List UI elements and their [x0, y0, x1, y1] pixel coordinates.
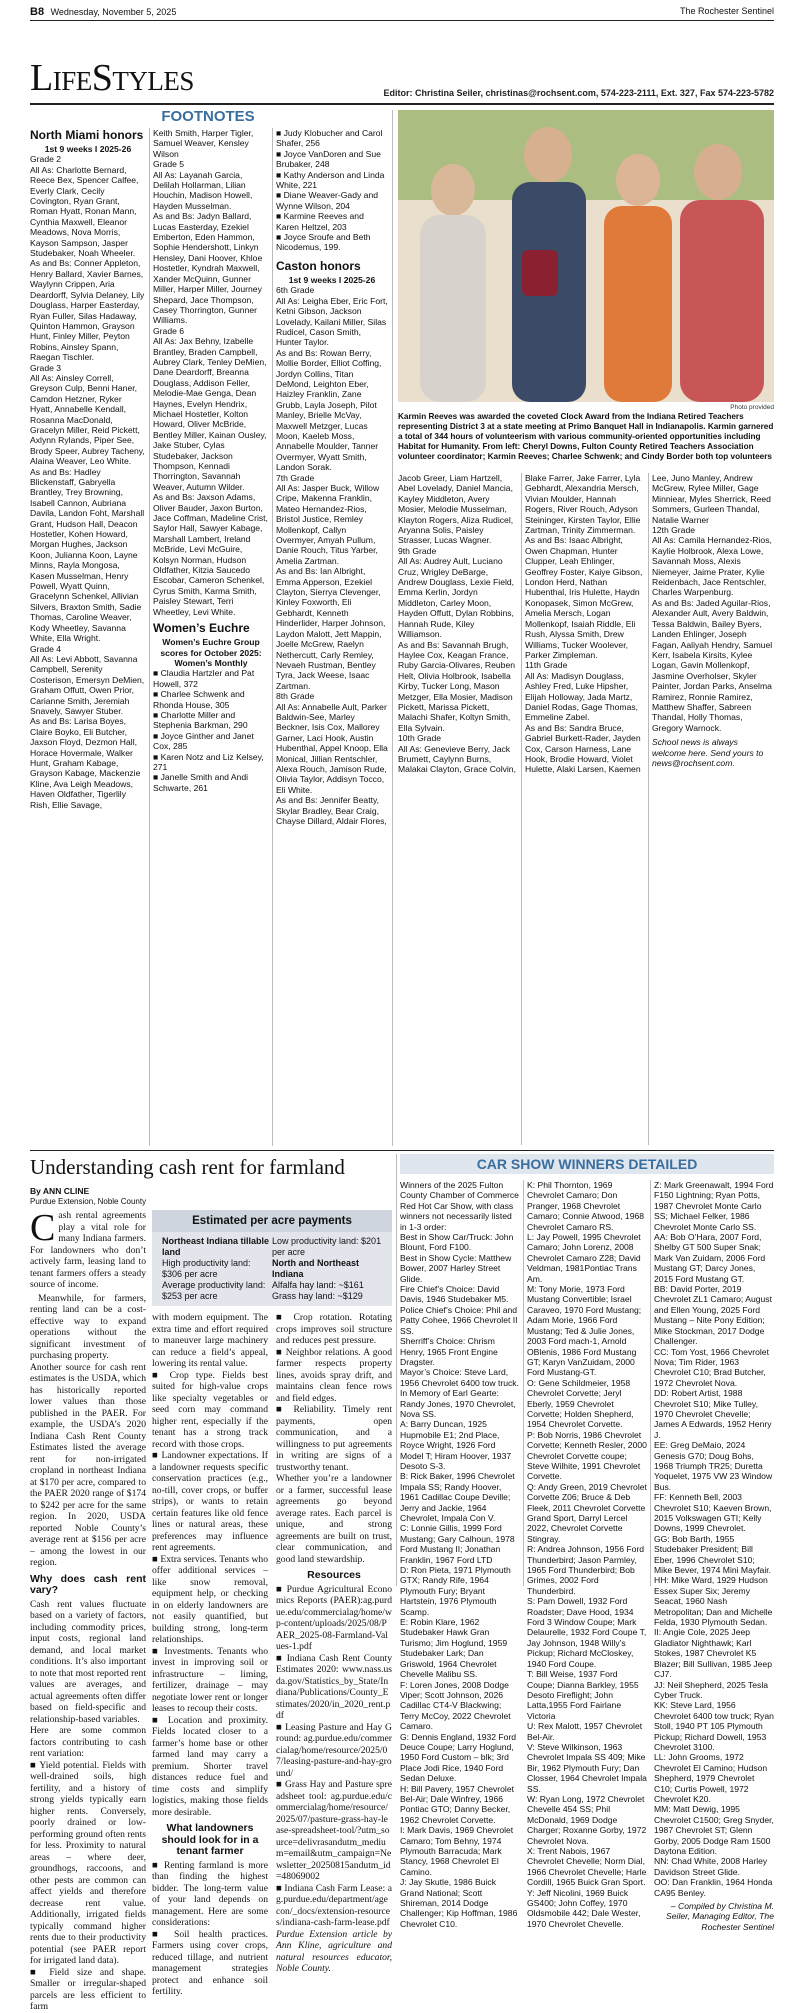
payments-item: Low productivity land: $201 per acre: [272, 1236, 382, 1257]
farmland-what-heading: What landowners should look for in a tenant farmer: [161, 1822, 259, 1857]
carshow-text-3: Z: Mark Greenawalt, 1994 Ford F150 Lightning; Ryan Potts, 1987 Chevrolet Monte Carlo SS; Michael Felker, 1986 Chevrolet Monte Carlo SS. AA: Bob O’Hara, 2007 Ford, Shelby GT 500 Super Snak; Mark Van Zuidam, 2006 Ford Mustang GT; Darcy Jones, 2015 Ford Mustang GT. BB: David Porter, 2019 Chevrolet ZL1 Camaro; August and Ellen Young, 2025 Ford Mustang – Nite Pony Edition; Mike Stockman, 2017 Dodge Challenger. CC: Tom Yost, 1966 Chevrolet Nova; Tim Rider, 1963 Chevrolet C10; Brad Butcher, 1972 Chevrolet Nova. DD: Robert Artist, 1988 Chevrolet S10; Mike Tulley, 1970 Chevrolet Chevelle; James A Edwards, 1952 Henry J. EE: Greg DeMaio, 2024 Genesis G70; Doug Bohs, 1968 Triumph TR25; Duretta Yoquelet, 1975 VW 23 Window Bus. FF: Kenneth Bell, 2003 Chevrolet S10; Kaeven Brown, 2015 Volkswagen GTI; Kelly Downs, 1999 Chevrolet. GG: Bob Barth, 1955 Studebaker President; Bill Eber, 1996 Chevrolet S10; Mike Bever, 1974 Mini Mayfair. HH: Mike Ward, 1929 Hudson Essex Super Six; Jeremy Seacat, 1960 Nash Metropolitan; Dan and Michelle Felda, 1930 Plymouth Sedan. II: Angie Cole, 2025 Jeep Gladiator Nighthawk; Karl Stokes, 1987 Chevrolet K5 Blazer; Bill Sullivan, 1985 Jeep CJ7. JJ: Neil Shepherd, 2025 Tesla Cyber Truck. KK: Steve Lard, 1956 Chevrolet 6400 tow truck; Ryan Stoll, 1940 PT 105 Plymouth Pickup; Richard Dowell, 1953 Chevrolet 3100. LL: John Grooms, 1972 Chevrolet El Camino; Hudson Shepherd, 1979 Chevrolet C10; Curtis Powell, 1972 Chevrolet K20. MM: Matt Dewig, 1995 Chevrolet C1500; Greg Snyder, 1987 Chevrolet ST; Glenn Gorby, 2005 Dodge Ram 1500 Daytona Edition. NN: Chad White, 2008 Harley Davidson Street Glide. OO: Dan Franklin, 1964 Honda CA95 Benley.: [654, 1180, 774, 1898]
caston-title: Caston honors: [276, 258, 361, 273]
carshow-col3: [654, 1180, 774, 1932]
north-miami-text-1: Grade 2 All As: Charlotte Bernard, Reece Bex, Spencer Calfee, Everly Clark, Cecily Covington, Ryan Grant, Roman Hyatt, Ronan Mann, Cynthia Maxwell, Eleanor Meadows, Nova Morris, Kayson Sampson, Jasper Studebaker, Noah Wheeler. As and Bs: Conner Appleton, Henry Ballard, Xavier Barnes, Waylynn Crippen, Aria Deardorff, Sylvia Delaney, Lily Douglass, Harper Easterday, Ryan Fuller, Silas Hadaway, Quinton Hammon, Grayson Hunt, Finley Miller, Peyton Robins, Ainsley Spann, Raegan Tischler. Grade 3 All As: Ainsley Correll, Greyson Culp, Benni Haner, Camdon Hetzner, Ryker Hyatt, Annabelle Kendall, Rosanna MacDonald, Gracelyn Miller, Reid Pickett, Axlynn Rylands, Piper See, Brody Speer, Aubrey Tacheny, Alaina Weaver, Leo White. As and Bs: Hadley Blickenstaff, Gabryella Brantley, Trey Browning, Isabell Cannon, Aubriana Davila, Landon Foht, Marshall Grant, Hudson Hall, Deacon Hostetler, Kohen Howard, Morgan Hughes, Jackson Koon, Julianna Koon, Layne Minns, Rayla Mongosa, Kasen Musselman, Henry Powell, Wyatt Quinn, Gracelynn Schenkel, Allivian Silvers, Braxton Smith, Sadie Thomas, Caroline Weaver, Kody Wheetley, Savanna White, Ella Wright. Grade 4 All As: Levi Abbott, Savanna Campbell, Serenity Costerison, Emersyn DeMien, Graham Offutt, Owen Prior, Carianne Smith, Jeremiah Snavely, Sawyer Stuber. As and Bs: Larisa Boyes, Claire Boyko, Eli Butcher, Jaxson Floyd, Dezmon Hall, Horace Hovermale, Walker Hunt, Graham Kabage, Grayson Kabage, Mackenzie Kline, Ava Leigh Meadows, Haven Oldfather, Tigerlily Rish, Ellie Savage,: [30, 154, 145, 810]
col-divider: [272, 128, 273, 1146]
euchre-item: ■ Janelle Smith and Andi Schwarte, 261: [153, 772, 249, 793]
award-photo: [398, 110, 774, 402]
page-number: B8: [30, 6, 45, 18]
euchre-item: ■ Diane Weaver-Gady and Wynne Wilson, 204: [276, 190, 379, 211]
euchre-sub2: Women’s Monthly: [174, 657, 248, 668]
editor-line: Editor: Christina Seiler, christinas@rochsent.com, 574-223-2111, Ext. 327, Fax 574-223-5782: [383, 88, 774, 98]
payments-item: Grass hay land: ~$129: [272, 1291, 363, 1301]
payments-item: High productivity land: $306 per acre: [162, 1258, 251, 1279]
north-miami-sub: 1st 9 weeks I 2025-26: [44, 144, 132, 154]
euchre-item: ■ Judy Klobucher and Carol Shafer, 256: [276, 128, 383, 149]
folio-rule: [30, 20, 774, 21]
payments-box-title: Estimated per acre payments: [152, 1210, 392, 1232]
folio-left: [30, 6, 176, 18]
payments-item: Alfalfa hay land: ~$161: [272, 1280, 364, 1290]
north-miami-text-2: Keith Smith, Harper Tigler, Samuel Weaver, Kensley Wilson Grade 5 All As: Layanah Garcia, Delilah Hollarman, Lilian Houchin, Madison Howell, Hayden Musselman. As and Bs: Jadyn Ballard, Lucas Easterday, Ezekiel Emberton, Eden Hammon, Sophie Hendershott, Linkyn Hensley, Dani Hoover, Khloe Hostetler, Kyndrah Maxwell, Xander McQuinn, Gunner Miller, Harper Miller, Journey Shepard, Jace Thompson, Casey Thorrington, Gunner Williams. Grade 6 All As: Jax Behny, Izabelle Brantley, Braden Campbell, Aubrey Clark, Tenley DeMien, Dane Deardorff, Breanna Douglass, Addison Feller, Melodie-Mae Genga, Dean Haynes, Evelyn Hendrix, Michael Hostetler, Kolton Howard, Oliver McBride, Bentley Miller, Kainan Ousley, Jake Stuber, Cylas Studebaker, Jackson Thompson, Kennadi Thorrington, Savannah Weaver, Autumn Wilder. As and Bs: Jaxson Adams, Oliver Bauder, Jaxon Burton, Jace Coffman, Madeline Crist, Saylor Hall, Sawyer Kabage, Marshall Lambert, Ireland McBride, Levi McGuire, Kolsyn Norman, Hudson Oldfather, Kitzia Saucedo Escobar, Cameron Schenkel, Cyrus Smith, Karma Smith, Paisley Stewart, Terri Wheetley, Levi White.: [153, 128, 268, 617]
euchre-item: ■ Charlotte Miller and Stephenia Barkman, 290: [153, 709, 248, 731]
farmland-footer-note: Purdue Extension article by Ann Kline, agriculture and natural resources educator, Noble County.: [276, 1928, 392, 1974]
caston-sub: 1st 9 weeks I 2025-26: [288, 274, 376, 285]
euchre-item: ■ Kathy Anderson and Linda White, 221: [276, 169, 385, 191]
col-divider: [650, 1180, 651, 1586]
farmland-col1: [30, 1207, 146, 2012]
photo-credit: Photo provided: [730, 404, 774, 411]
farmland-title: Understanding cash rent for farmland: [30, 1155, 345, 1179]
farmland-resources: ■ Purdue Agricultural Economics Reports (PAER):ag.purdue.edu/commercialag/home/wp-content/uploads/2025/08/PAER_2025-08-Farmland-Values-1.pdf ■ Indiana Cash Rent County Estimates 2020: www.nass.usda.gov/Statistics_by_State/Indiana/Publications/County_Estimates/2020/in_2020_rent.pdf ■ Leasing Pasture and Hay Ground: ag.purdue.edu/commercialag/home/resource/2025/07/leasing-pasture-and-hay-ground/ ■ Grass Hay and Pasture spreadsheet tool: ag.purdue.edu/commercialag/home/resource/2025/07/pasture-grass-hay-lease-spreadsheet-tool/?utm_source=delivrasandutm_medium=email&utm_campaign=Newsletter_20250815andutm_id=48069002 ■ Indiana Cash Farm Lease: ag.purdue.edu/department/agecon/_docs/extension-resources/indiana-cash-farm-lease.pdf: [276, 1583, 392, 1928]
payments-box: [152, 1210, 392, 1306]
carshow-credit: – Compiled by Christina M. Seiler, Managing Editor, The Rochester Sentinel: [666, 1901, 774, 1932]
photo-figures: [398, 110, 774, 402]
col-divider: [392, 110, 393, 1146]
euchre-item: ■ Karen Notz and Liz Kelsey, 271: [153, 751, 264, 772]
farmland-why-heading: Why does cash rent vary?: [30, 1572, 146, 1596]
col-divider: [149, 128, 150, 1146]
payments-region: North and Northeast Indiana: [272, 1258, 360, 1279]
caston-cont-col2: Blake Farrer, Jake Farrer, Lyla Gebhardt, Alexandria Mersch, Vivian Moulder, Hannah Rogers, River Rouch, Adyson Steininger, Kirsten Taylor, Ellie Zartman, Trinity Zimmerman. As and Bs: Isaac Albright, Owen Chapman, Hunter Clupper, Leah Ehlinger, Geoffrey Foster, Kaiye Gibson, London Herd, Nathan Hubenthal, Iris Hulette, Haydn Konopasek, Simon McGrew, Amelia Mersch, Logan Mollenkopf, Isaiah Riddle, Eli Rush, Alyssa Smith, Drew Williams, Tucker Woolever, Parker Zimpleman. 11th Grade All As: Madisyn Douglass, Ashley Fred, Luke Hipsher, Elijah Holloway, Jada Martz, Daniel Rodas, Gage Thomas, Emmeline Zabel. As and Bs: Sandra Bruce, Gabriel Burkett-Rader, Jayden Cox, Carson Harness, Lane Hook, Brodie Howard, Violet Hulette, Alaki Larsen, Kaemen: [525, 473, 643, 775]
dropcap: C: [30, 1207, 56, 1249]
news-note: School news is always welcome here. Send yours to news@rochsent.com.: [652, 737, 764, 768]
carshow-col2: K: Phil Thornton, 1969 Chevrolet Camaro; Don Pranger, 1968 Chevrolet Camaro; Connie Atwood, 1968 Chevrolet Camaro RS. L: Jay Powell, 1995 Chevrolet Camaro; John Lorenz, 2008 Chevrolet Camaro Z28; David Veldman, 1981Pontiac Trans Am. M: Tony Morie, 1973 Ford Mustang Convertible; Israel Caraveo, 1970 Ford Mustang; Adam Morie, 1966 Ford Mustang; Ted & Julie Jones, 2003 Ford mach-1, Arnold OBlenis, 1986 Ford Mustang GT; Karyn VanZuidam, 2000 Ford Mustang-GT. O: Gene Schildmeier, 1958 Chevrolet Corvette; Jeryl Eberly, 1959 Chevrolet Corvette; Holden Shepherd, 1954 Chevrolet Corvette. P: Bob Norris, 1986 Chevrolet Corvette; Kenneth Resler, 2000 Chevrolet Corvette coupe; Steve Wilhite, 1991 Chevrolet Corvette. Q: Andy Green, 2019 Chevrolet Corvette Z06; Bruce & Deb Fleek, 2011 Chevrolet Corvette Grand Sport, Darryl Lercel 2022, Chevrolet Corvette Stingray. R: Andrea Johnson, 1956 Ford Thunderbird; Jason Parmley, 1965 Ford Thunderbird; Bob Grimes, 2002 Ford Thunderbird. S: Pam Dowell, 1932 Ford Roadster; Dave Hood, 1934 Ford 3 Window Coupe; Mark Delaurelle, 1932 Ford Coupe T, Jay Johnson, 1948 Willy’s Pickup; Richard McCloskey, 1940 Ford Coupe. T: Bill Weise, 1937 Ford Coupe; Dianna Barkley, 1955 Desoto Fireflight; John Latta,1955 Ford Fairlane Victoria U: Rex Malott, 1957 Chevrolet Bel-Air. V: Steve Wilkinson, 1963 Chevrolet Impala SS 409; Mike Bir, 1962 Plymouth Fury; Dan Closser, 1964 Chevrolet Impala SS. W: Ryan Long, 1972 Chevrolet Chevelle 454 SS; Phil McDonald, 1969 Dodge Charger; Roxanne Gorby, 1972 Chevrolet Nova. X: Trent Nabois, 1967 Chevrolet Chevelle; Norm Dial, 1966 Chevrolet Chevelle; Harle Cordill, 1965 Buick Gran Sport. Y: Jeff Nicolini, 1969 Buick GS400; John Coffey, 1970 Oldsmobile 442; Dale Wester, 1970 Chevrolet Chevelle.: [527, 1180, 647, 1929]
folio-paper: The Rochester Sentinel: [679, 6, 774, 16]
farmland-lead: ash rental agreements play a vital role for many Indiana farmers. For landowners who don’t actively farm, leasing land to tenant farmers offers a steady source of income.: [30, 1210, 146, 1290]
farmland-col2: [152, 1312, 268, 1997]
carshow-col1: Winners of the 2025 Fulton County Chamber of Commerce Red Hot Car Show, with class winners not necessarily listed in 1-3 order: Best in Show Car/Truck: John Blount, Ford F100. Best in Show Cycle: Matthew Bower, 2007 Harley Street Glide. Fire Chief’s Choice: David Davis, 1946 Studebaker M5. Police Chief’s Choice: Phil and Patty Cohee, 1966 Chevrolet II SS. Sherriff’s Choice: Chrism Henry, 1965 Front Engine Dragster. Mayor’s Choice: Steve Lard, 1956 Chevrolet 6400 tow truck. In Memory of Earl Gearte: Randy Jones, 1970 Chevrolet, Nova SS. A: Barry Duncan, 1925 Hupmobile E1; 2nd Place, Royce Wright, 1926 Ford Model T; Hiram Hoover, 1937 Desoto S-3. B: Rick Baker, 1996 Chevrolet Impala SS; Randy Hoover, 1961 Cadillac Coupe Deville; Jerry and Jackie, 1964 Chevrolet, Impala Con V. C: Lonnie Gillis, 1999 Ford Mustang; Gary Calhoun, 1978 Ford Mustang II; Jonathan Franklin, 1967 Ford LTD D: Ron Pieta, 1971 Plymouth GTX; Randy Rife, 1964 Plymouth Fury; Bryant Hartstein, 1976 Plymouth Scamp. E: Robin Klare, 1962 Studebaker Hawk Gran Turismo; Jim Hoglund, 1959 Studebaker Lark; Dan Griswold, 1964 Chevrolet Chevelle Malibu SS. F: Loren Jones, 2008 Dodge Viper; Scott Johnson, 2026 Cadillac CT4-V Blackwing; Terry McCoy, 2022 Chevrolet Camaro. G: Dennis England, 1932 Ford Deuce Coupe; Larry Hoglund, 1950 Ford Custom – blk; 3rd Place Jodi Rice, 1940 Ford Sedan Deluxe. H: Bill Pavery, 1957 Chevrolet Bel-Air; Dale Winfrey, 1966 Pontiac GTO; Danny Becker, 1962 Chevrolet Corvette. I: Mark Davis, 1969 Chevrolet Camaro; Tom Behny, 1974 Plymouth Barracuda; Mark Stancy, 1968 Chevrolet El Camino. J: Jay Skutle, 1986 Buick Grand National; Scott Shireman, 2014 Dodge Challenger; Kip Hoffman, 1986 Chevrolet C10.: [400, 1180, 519, 1929]
masthead-rule: [30, 103, 774, 105]
caston-cont-col3: [652, 473, 774, 1145]
euchre-item: ■ Joyce VanDoren and Sue Brubaker, 248: [276, 148, 381, 170]
farmland-col3: [276, 1312, 392, 1974]
farmland-resources-heading: Resources: [307, 1569, 361, 1581]
farmland-text-2b: ■ Renting farmland is more than finding the highest bidder. The long-term value of your land depends on management. Here are some considerations: ■ Soil health practices. Farmers using cover crops, reduced tillage, and nutrient management strategies protect and enhance soil fertility.: [152, 1859, 268, 1997]
caston-cont-col1: Jacob Greer, Liam Hartzell, Abel Lovelady, Daniel Mancia, Kayley Middleton, Avery Mosier, Melodie Musselman, Klayton Rogers, Aliza Rudicel, Aryanna Solis, Paisley Strasser, Lucas Wagner. 9th Grade All As: Audrey Ault, Luciano Cruz, Wrigley DeBarge, Andrew Douglass, Lexie Field, Emma Kerlin, Jordyn Middleton, Carley Moon, Hayden Offutt, Dylan Robbins, Hannah Rude, Kiley Williamson. As and Bs: Savannah Brugh, Haylee Cox, Keagan France, Ruby Garcia-Olivares, Reuben Helt, Olivia Holbrook, Isabella Kirby, Tucker Long, Mason Metzger, Ella Mosier, Madison Pickett, Marissa Pickett, Malachi Shafer, Koltyn Smith, Ella Sylvain. 10th Grade All As: Genevieve Berry, Jack Brumett, Caylynn Burns, Malakai Clayton, Grace Colvin,: [398, 473, 516, 775]
north-miami-col2: [153, 128, 269, 1146]
north-miami-title: North Miami honors: [30, 128, 144, 142]
section-rule: [30, 1150, 774, 1151]
euchre-item: ■ Joyce Ginther and Janet Cox, 285: [153, 730, 254, 752]
footnotes-header: FOOTNOTES: [161, 108, 255, 125]
farmland-text-2: with modern equipment. The extra time and effort required to maneuver large machinery can reduce a field’s appeal, lowering its rental value. ■ Crop type. Fields best suited for high-value crops like specialty vegetables or seed corn may command higher rent, especially if the tenant has a strong track record with those crops. ■ Landowner expectations. If a landowner requests specific conservation practices (e.g., no-till, cover crops, or buffer strips), or wants to retain certain features like old fence lines or natural areas, these preferences may influence rent agreements. ■ Extra services. Tenants who offer additional services – like snow removal, equipment help, or checking in on elderly landowners are not easily quantified, but building strong, long-term relationships. ■ Investments. Tenants who invest in improving soil or infrastructure – liming, fertilizer, drainage – may negotiate lower rent or longer leases to recoup their costs. ■ Location and proximity. Fields located closer to a farmer’s home base or other farmed land may carry a premium. Shorter travel distances reduce fuel and time costs and simplify logistics, making those fields more desirable.: [152, 1312, 268, 1818]
euchre-item: ■ Karmine Reeves and Karen Heltzel, 203: [276, 211, 364, 232]
caston-col: [276, 128, 388, 1146]
euchre-sub1: Women’s Euchre Group scores for October 2025:: [160, 637, 262, 658]
payments-region: Northeast Indiana tillable land: [162, 1236, 270, 1257]
folio-date: Wednesday, November 5, 2025: [50, 7, 177, 17]
farmland-text-1b: Cash rent values fluctuate based on a variety of factors, including commodity prices, input costs, regional land demand, and local market conditions. It’s also important to note that most reported rent values are averages, and actual agreements often differ based on field-specific and relationship-based variables. Here are some common factors contributing to cash rent variation: ■ Yield potential. Fields with well-drained soils, high fertility, and a history of strong yields typically earn higher rents. Conversely, poorly drained or low-performing ground often rents for less. Proximity to natural areas – where deer, groundhogs, raccoons, and other pests are common can affect yields and therefore decrease rent value. Additionally, irrigated fields typically command higher rents due to their productivity potential (see PAER report for irrigated land data). ■ Field size and shape. Smaller or irregular-shaped parcels are less efficient to farm: [30, 1598, 146, 2012]
euchre-title: Women’s Euchre: [153, 621, 250, 636]
col-divider: [648, 473, 649, 1145]
photo-caption: Karmin Reeves was awarded the coveted Clock Award from the Indiana Retired Teachers representing District 3 at a state meeting at Primo Banquet Hall in Indianapolis. Karmin garnered a total of 344 hours of volunteerism with various community-oriented opportunities including Habitat for Humanity. From left: Cheryl Downs, Fulton County Retired Teachers Association volunteer coordinator; Karmin Reeves; Charlee Schwenk; and Cindy Border both top volunteers: [398, 412, 774, 461]
col-divider: [523, 1180, 524, 1586]
col-divider: [521, 473, 522, 1145]
farmland-text-1: Meanwhile, for farmers, renting land can be a cost-effective way to expand operations without the significant investment of purchasing property. Another source for cash rent estimates is the USDA, which has historically reported lower values than those published in the PAER. For example, the USDA’s 2020 Indiana Cash Rent County Estimates listed the average rent for non-irrigated cropland in northeast Indiana at $170 per acre, compared to the PAER 2020 range of $174 to $242 per acre for the same region. In 2020, USDA reported Noble County’s average rent at $156 per acre – among the lowest in our region.: [30, 1292, 146, 1568]
north-miami-col1: [30, 128, 146, 1146]
caston-cont-text-3: Lee, Juno Manley, Andrew McGrew, Rylee Miller, Gage Minniear, Myles Sherrick, Reed Sommers, Gurleen Thandal, Natalie Warner 12th Grade All As: Camila Hernandez-Rios, Kaylie Holbrook, Alexa Lowe, Savannah Moss, Alexis Niemeyer, Jaime Prater, Kylie Reidenbach, Jace Rentschler, Charles Warpenburg. As and Bs: Jaded Aguilar-Rios, Alexander Ault, Avery Baldwin, Tessa Baldwin, Bailey Byers, Landen Ehlinger, Joseph Fagan, Aaliyah Hendry, Samuel Kerr, Isabela Kirsits, Kylee Logan, Gavin Mollenkopf, Jasmine Overholser, Skyler Painter, Jordan Parks, Anselma Ramirez, Ronnie Ramirez, Matthew Shaffer, Sabreen Thandal, Holly Thomas, Gregory Warnock.: [652, 473, 773, 733]
carshow-header: CAR SHOW WINNERS DETAILED: [400, 1154, 774, 1174]
payments-item: Average productivity land: $253 per acre: [162, 1280, 266, 1301]
col-divider: [396, 1154, 397, 1586]
farmland-byline: By ANN CLINE: [30, 1186, 90, 1196]
section-title: LifeStyles: [30, 57, 194, 99]
euchre-item: ■ Charlee Schwenk and Rhonda House, 305: [153, 689, 245, 710]
euchre-item: ■ Joyce Sroufe and Beth Nicodemus, 199.: [276, 232, 371, 253]
farmland-affiliation: Purdue Extension, Noble County: [30, 1197, 147, 1206]
caston-text: 6th Grade All As: Leigha Eber, Eric Fort, Ketni Gibson, Jackson Lovelady, Kailani Miller, Silas Rudicel, Cason Smith, Hunter Taylor. As and Bs: Rowan Berry, Mollie Border, Elliot Coffing, Jordyn Collins, Titan DeMond, Leighton Eber, Haizley Franklin, Zane Grubb, Layla Joseph, Pilot Manley, Brielle McVay, Maxwell Metzger, Lucas Moon, Kaeleb Moss, Annabelle Moulder, Tanner Overmyer, Wyatt Smith, Landon Sorak. 7th Grade All As: Jasper Buck, Willow Cripe, Makenna Franklin, Mateo Hernandez-Rios, Bristol Justice, Remley Mollenkopf, Callyn Overmyer, Amyah Pullum, Danie Rouch, Titus Yarber, Amelia Zartman. As and Bs: Ian Albright, Emma Apperson, Ezekiel Clayton, Sierrya Clevenger, Kinley Foxworth, Eli Gebhardt, Kenneth Hinderlider, Harper Johnson, Laydon Malott, Jett Mappin, Joelle McGrew, Raelyn Nethercutt, Carly Remley, Nevaeh Rustman, Bentley Tyra, Jack Weese, Isaac Zartman. 8th Grade All As: Annabelle Ault, Parker Baldwin-See, Marley Beckner, Isis Cox, Mallorey Garner, Laci Hook, Austin Hubenthal, Appel Knoop, Ella Monical, Jillian Rentschler, Alexa Rouch, Jamison Rude, Olivia Taylor, Addisyn Tocco, Eli White. As and Bs: Jennifer Beatty, Skylar Bradley, Bear Craig, Chayse Dillard, Aldair Flores,: [276, 285, 388, 826]
farmland-text-3: ■ Crop rotation. Rotating crops improves soil structure and reduces pest pressure. ■ Neighbor relations. A good farmer respects property lines, avoids spray drift, and maintains clean fence rows and field edges. ■ Reliability. Timely rent payments, open communication, and a willingness to put agreements in writing are signs of a trustworthy tenant. Whether you’re a landowner or a farmer, successful lease agreements go beyond average rates. Each parcel is unique, and strong agreements are built on trust, clear communication, and good land stewardship.: [276, 1312, 392, 1565]
euchre-item: ■ Claudia Hartzler and Pat Howell, 372: [153, 668, 255, 689]
